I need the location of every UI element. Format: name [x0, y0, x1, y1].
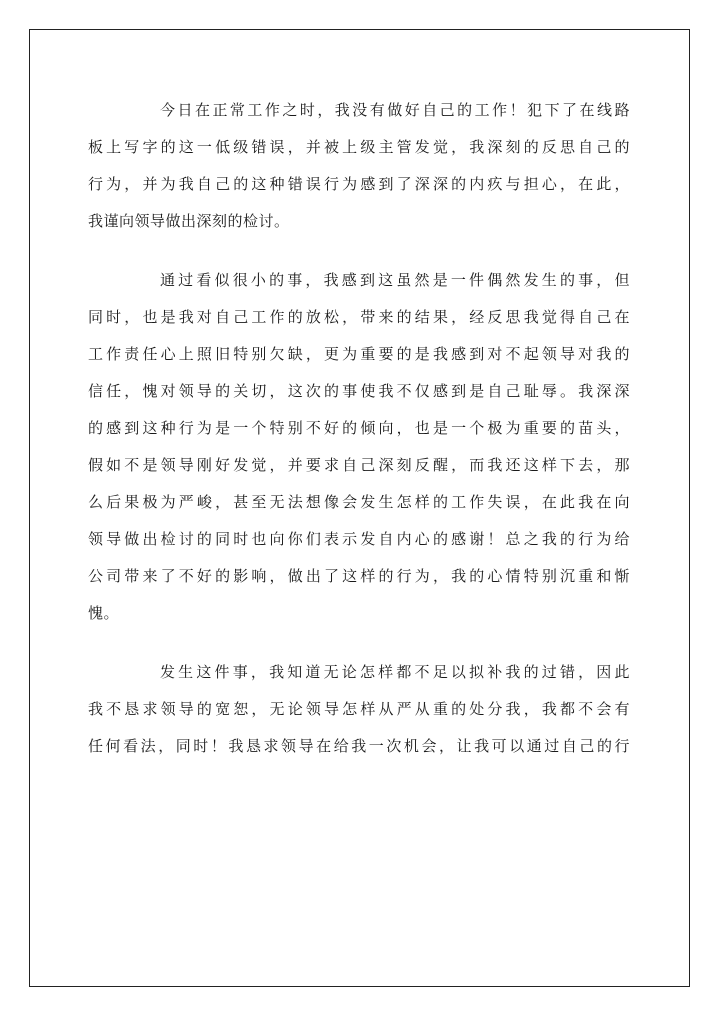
paragraph-line: 通过看似很小的事，我感到这虽然是一件偶然发生的事，但	[160, 271, 630, 289]
document-body	[88, 92, 630, 765]
paragraph-line: 发生这件事，我知道无论怎样都不足以拟补我的过错，因此	[160, 663, 630, 681]
paragraph-spacer	[88, 240, 630, 262]
paragraph-line: 我谨向领导做出深刻的检讨。	[88, 212, 290, 230]
paragraph-line: 么后果极为严峻，甚至无法想像会发生怎样的工作失误，在此我在向	[88, 493, 630, 511]
paragraph-line: 假如不是领导刚好发觉，并要求自己深刻反醒，而我还这样下去，那	[88, 456, 630, 474]
paragraph-line: 信任，愧对领导的关切，这次的事使我不仅感到是自己耻辱。我深深	[88, 382, 630, 400]
paragraph-line: 行为，并为我自己的这种错误行为感到了深深的内疚与担心，在此，	[88, 175, 630, 193]
paragraph-line: 的感到这种行为是一个特别不好的倾向，也是一个极为重要的苗头，	[88, 419, 630, 437]
paragraph-line: 今日在正常工作之时，我没有做好自己的工作！犯下了在线路	[160, 101, 630, 119]
paragraph-line: 我不恳求领导的宽恕，无论领导怎样从严从重的处分我，我都不会有	[88, 700, 630, 718]
paragraph-3	[88, 654, 630, 765]
paragraph-line: 同时，也是我对自己工作的放松，带来的结果，经反思我觉得自己在	[88, 308, 630, 326]
paragraph-spacer	[88, 632, 630, 654]
paragraph-line: 公司带来了不好的影响，做出了这样的行为，我的心情特别沉重和惭	[88, 567, 630, 585]
paragraph-line: 领导做出检讨的同时也向你们表示发自内心的感谢！总之我的行为给	[88, 530, 630, 548]
paragraph-line: 工作责任心上照旧特别欠缺，更为重要的是我感到对不起领导对我的	[88, 345, 630, 363]
paragraph-line: 任何看法，同时！我恳求领导在给我一次机会，让我可以通过自己的行	[88, 737, 630, 755]
paragraph-2	[88, 262, 630, 632]
paragraph-line: 愧。	[88, 604, 120, 622]
paragraph-1	[88, 92, 630, 240]
paragraph-line: 板上写字的这一低级错误，并被上级主管发觉，我深刻的反思自己的	[88, 138, 630, 156]
